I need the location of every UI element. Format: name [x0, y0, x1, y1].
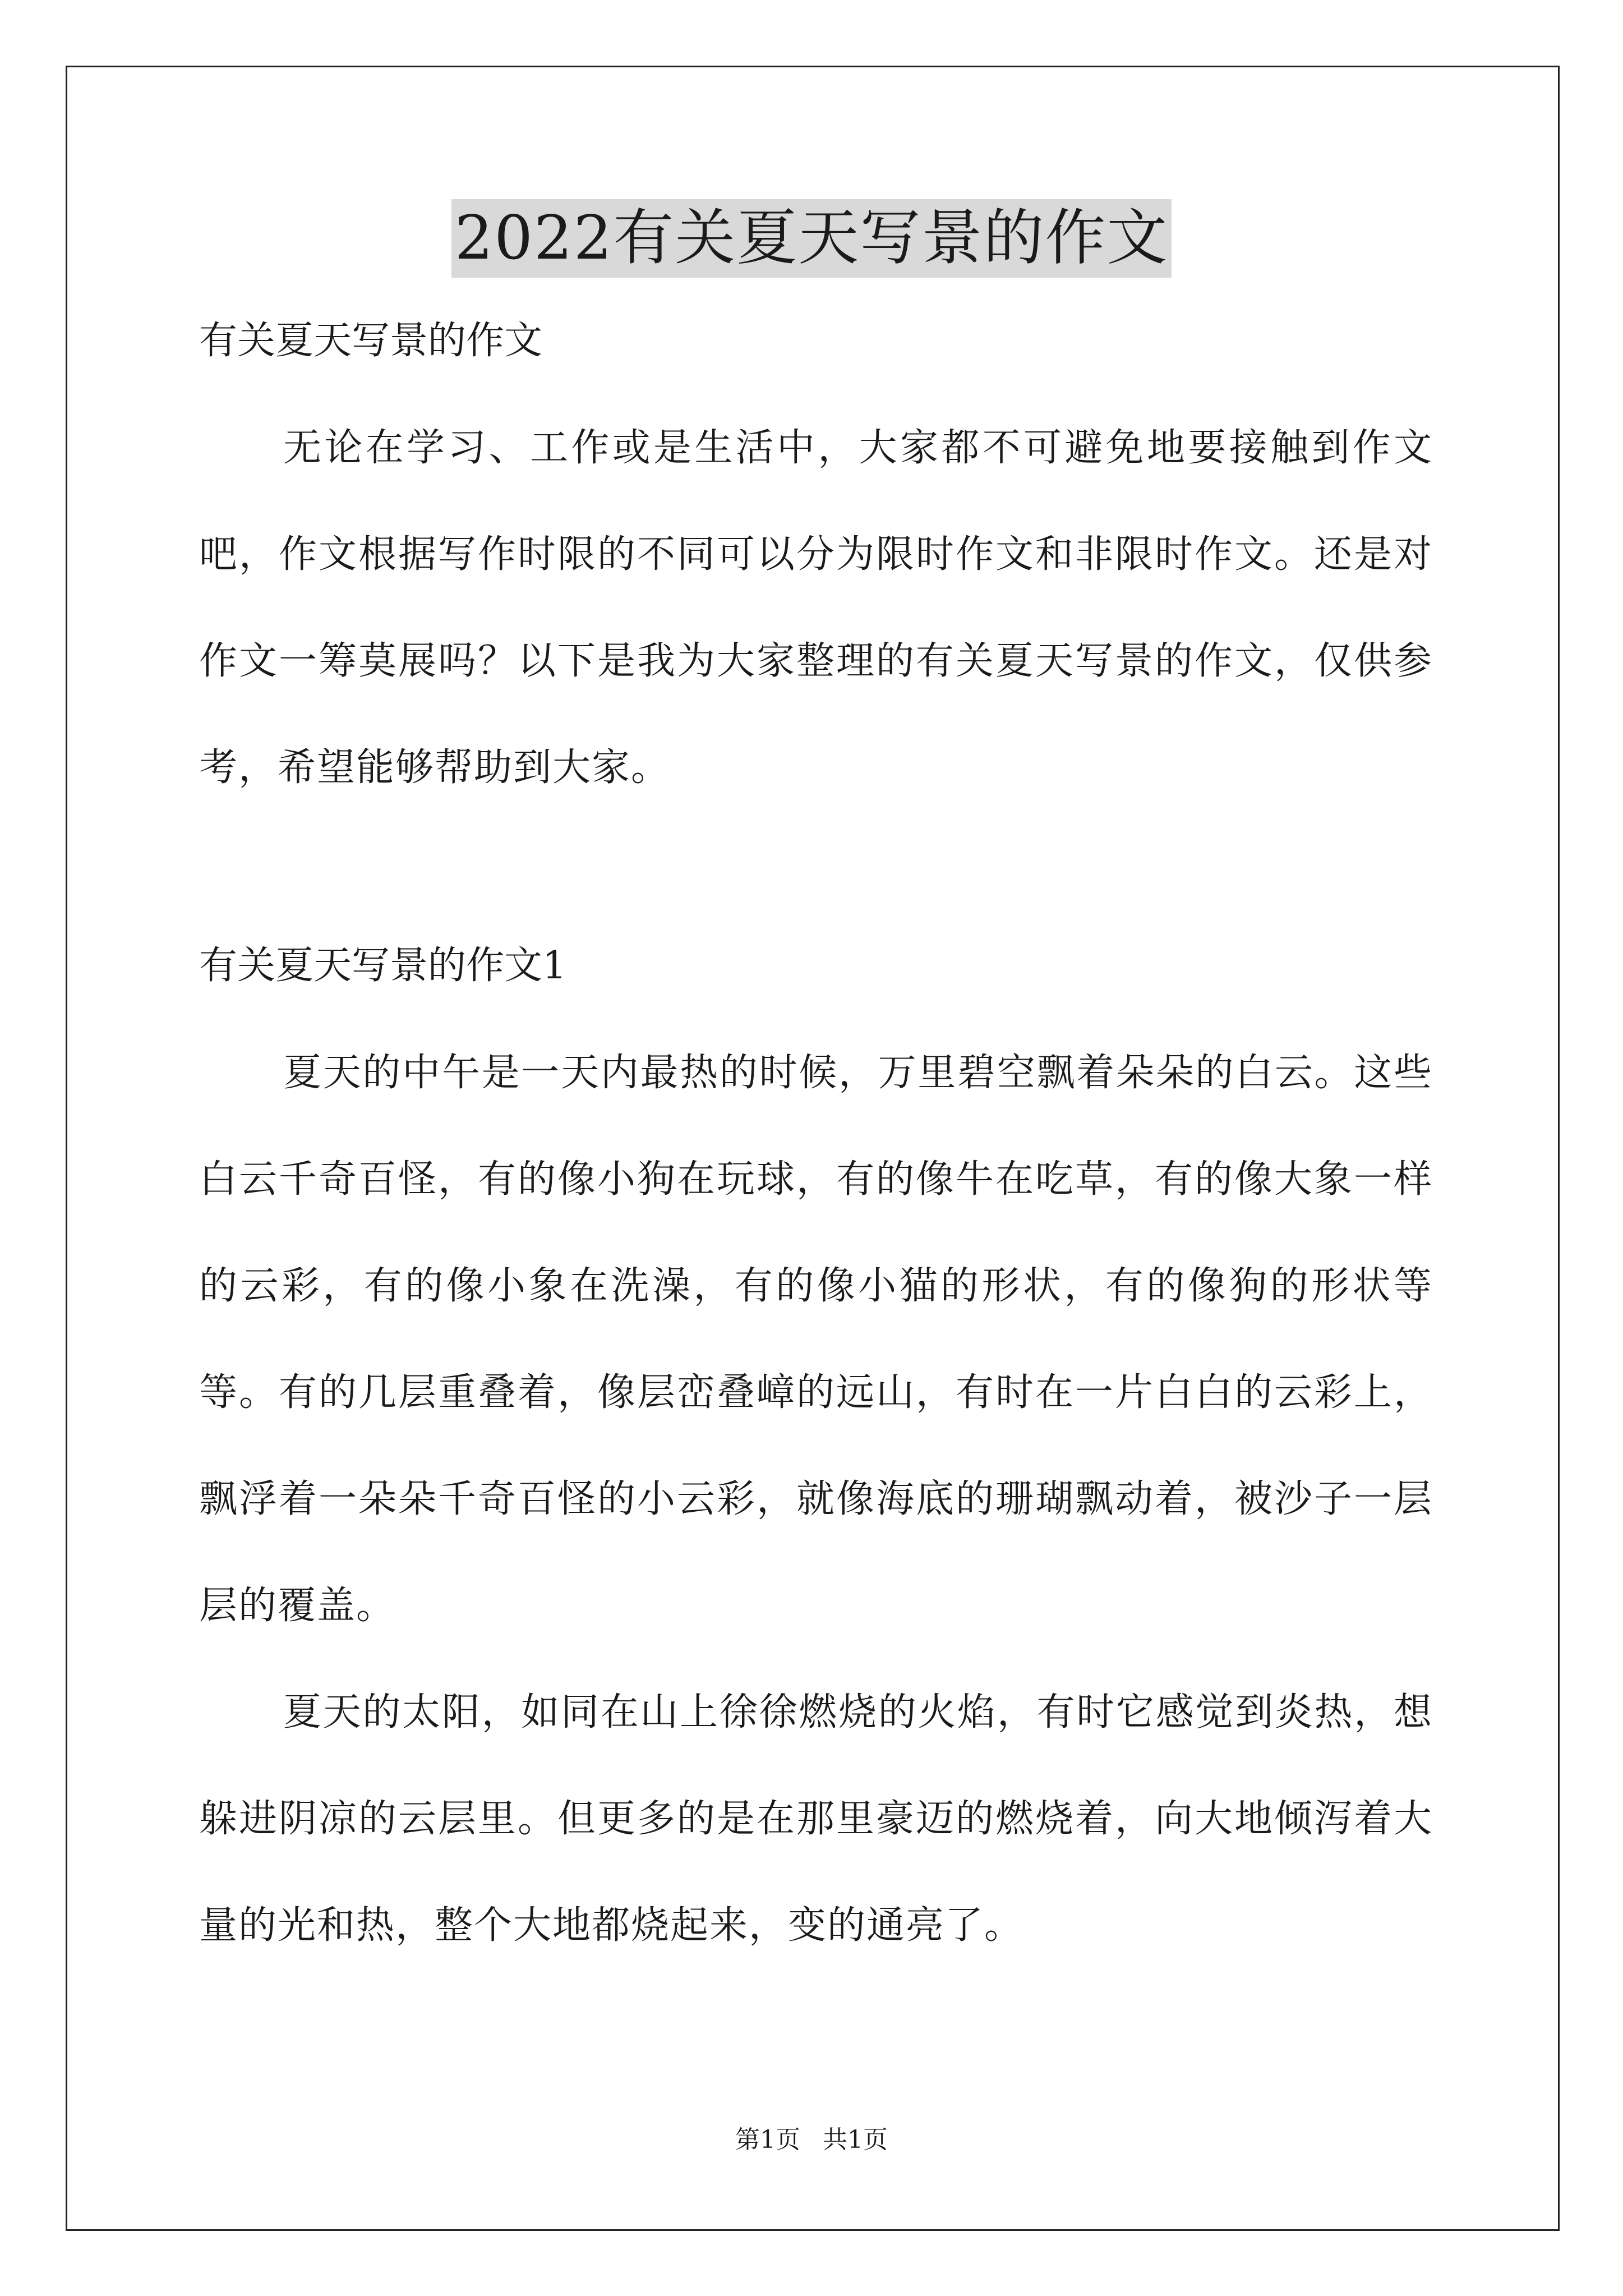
- intro-heading: 有关夏天写景的作文: [199, 319, 543, 363]
- section1-heading: 有关夏天写景的作文1: [199, 944, 567, 988]
- intro-paragraph: 无论在学习、工作或是生活中，大家都不可避免地要接触到作文吧，作文根据写作时限的不同可以分为限时作文和非限时作文。还是对作文一筹莫展吗？以下是我为大家整理的有关夏天写景的作文，仅供参考，希望能够帮助到大家。: [199, 426, 1433, 790]
- page-footer: [0, 2123, 1623, 2157]
- title-container: [0, 199, 1623, 278]
- page-number: 第1页: [735, 2125, 800, 2154]
- document-body: [199, 314, 1433, 1979]
- page-total: 共1页: [823, 2125, 888, 2154]
- section1-paragraph-1: 夏天的中午是一天内最热的时候，万里碧空飘着朵朵的白云。这些白云千奇百怪，有的像小狗在玩球，有的像牛在吃草，有的像大象一样的云彩，有的像小象在洗澡，有的像小猫的形状，有的像狗的形状等等。有的几层重叠着，像层峦叠嶂的远山，有时在一片白白的云彩上，飘浮着一朵朵千奇百怪的小云彩，就像海底的珊瑚飘动着，被沙子一层层的覆盖。: [199, 1051, 1433, 1628]
- section1-paragraph-2: 夏天的太阳，如同在山上徐徐燃烧的火焰，有时它感觉到炎热，想躲进阴凉的云层里。但更多的是在那里豪迈的燃烧着，向大地倾泻着大量的光和热，整个大地都烧起来，变的通亮了。: [199, 1690, 1433, 1948]
- document-title: 2022有关夏天写景的作文: [451, 199, 1172, 278]
